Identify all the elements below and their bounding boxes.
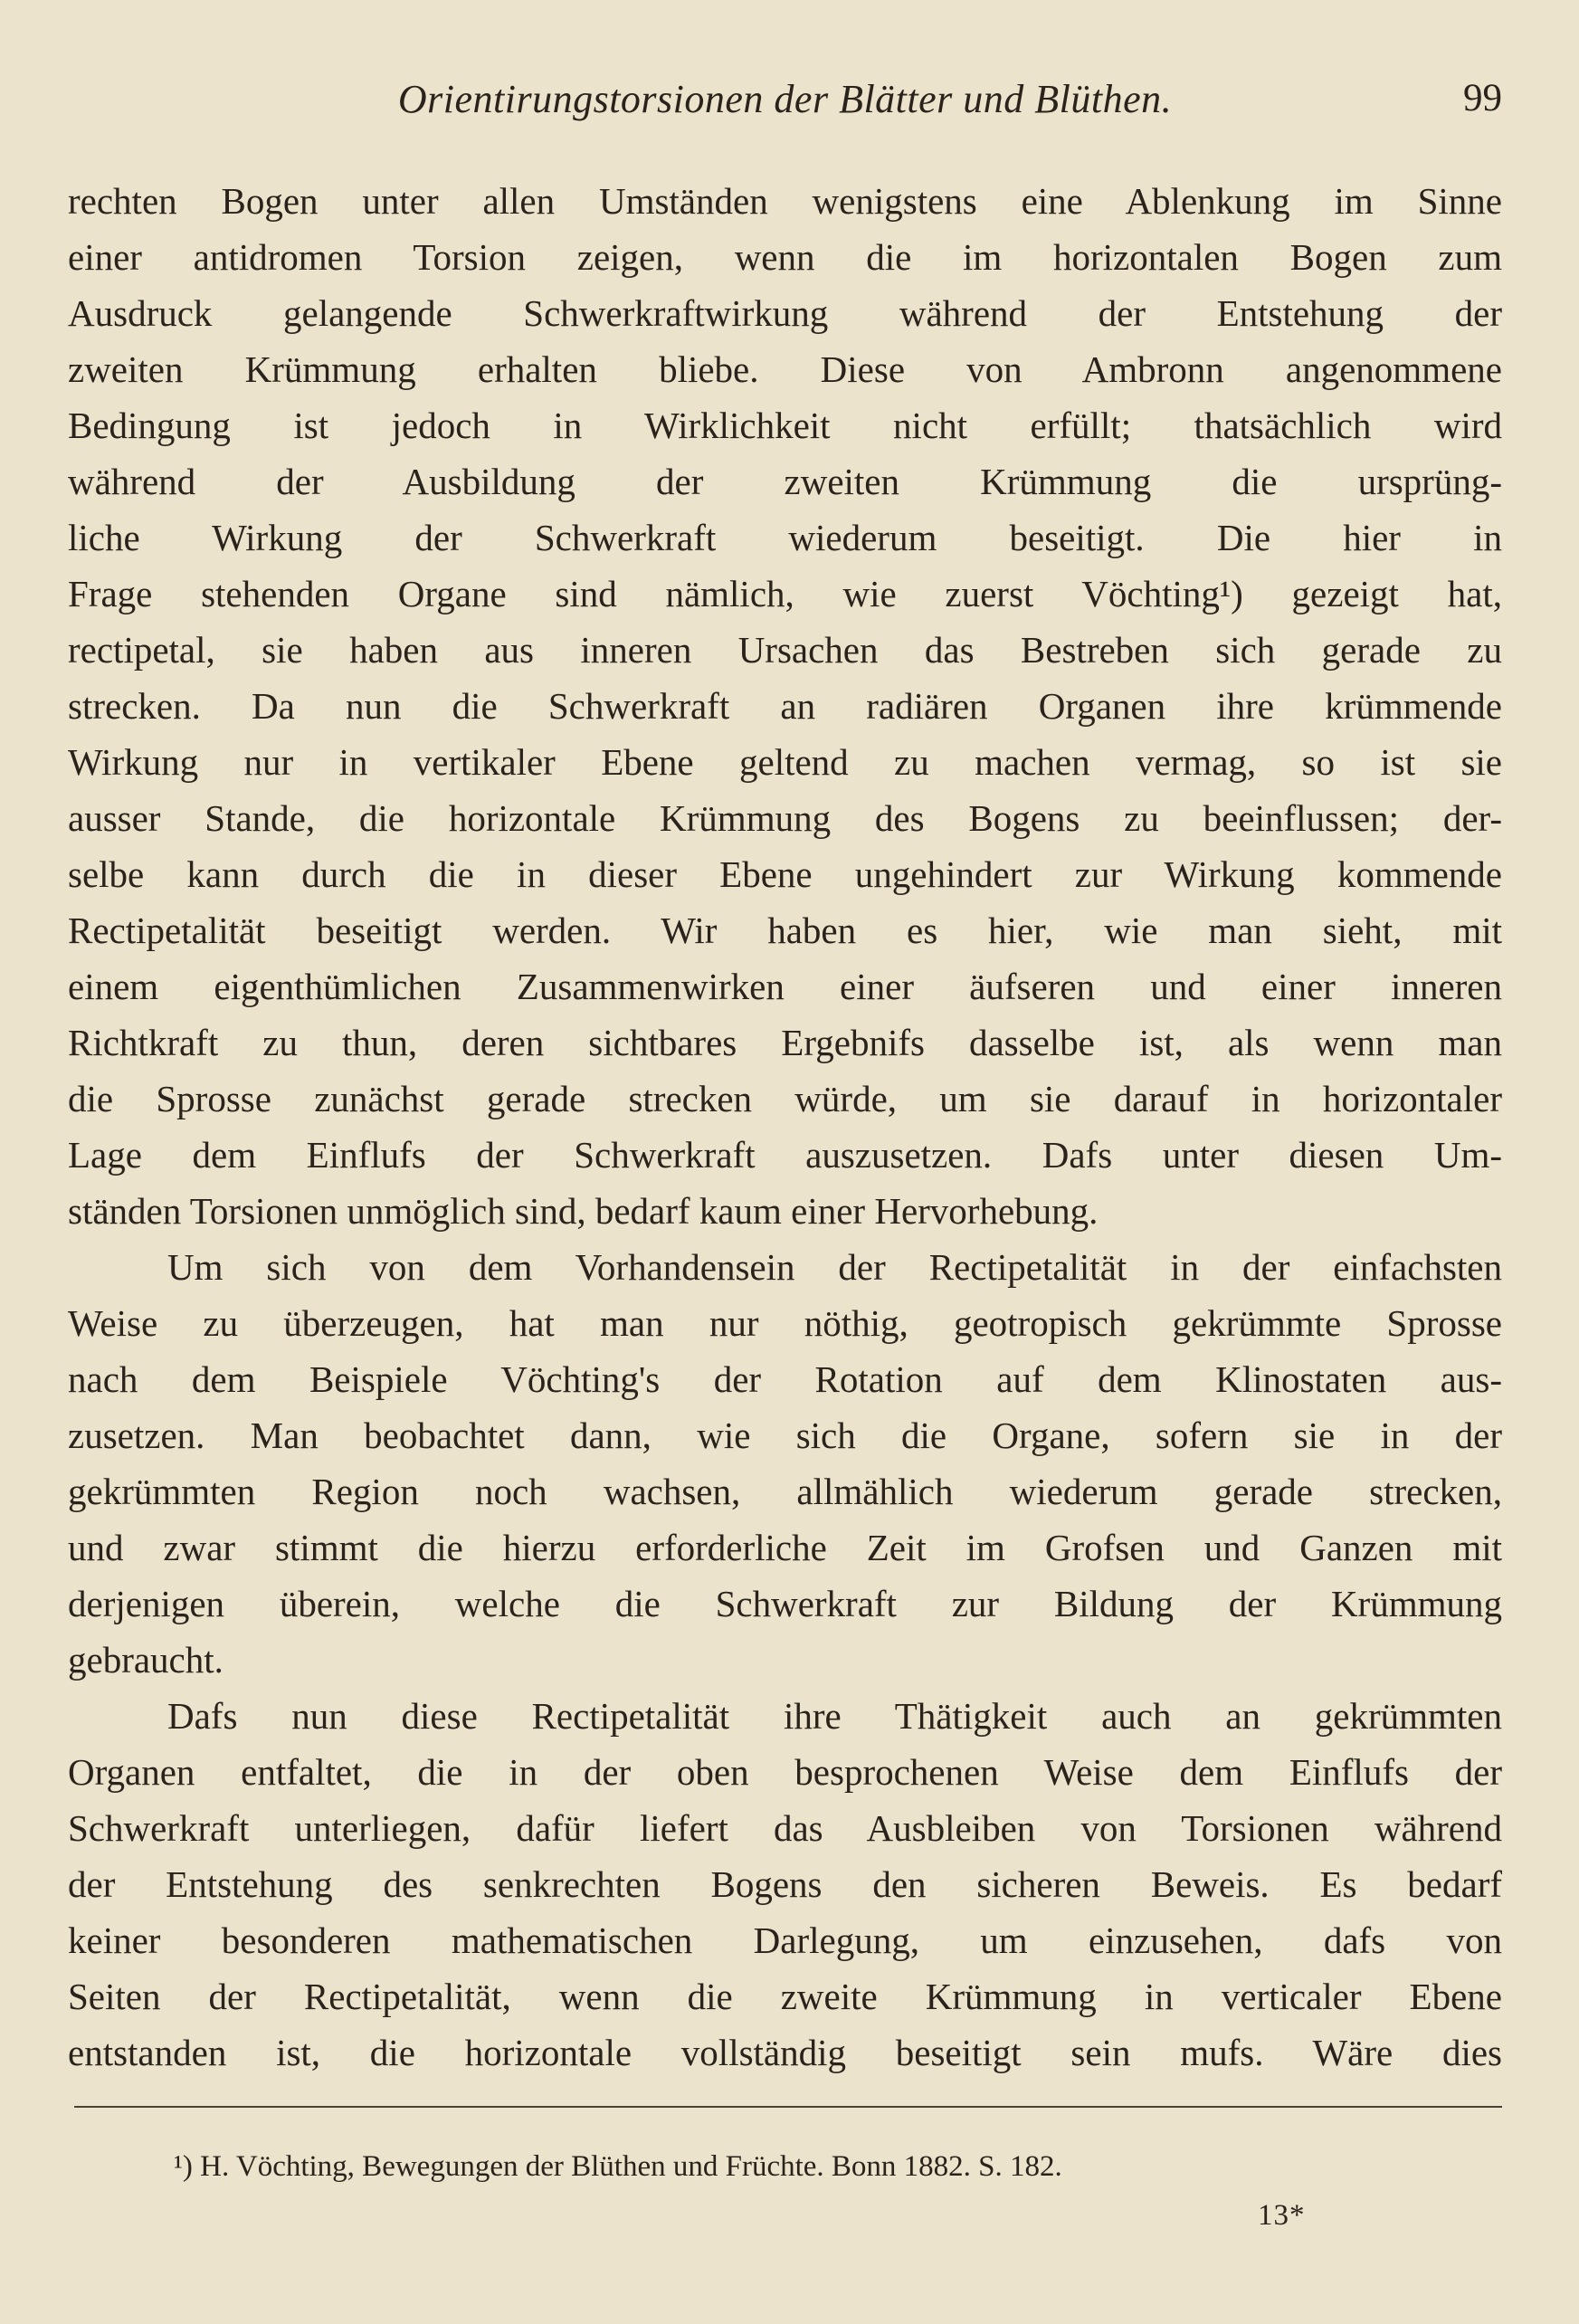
text-line: einem eigenthümlichen Zusammenwirken einer äufseren und einer inneren [68, 966, 1502, 1007]
text-line: Lage dem Einflufs der Schwerkraft auszusetzen. Dafs unter diesen Um- [68, 1134, 1502, 1176]
text-line: Bedingung ist jedoch in Wirklichkeit nicht erfüllt; thatsächlich wird [68, 405, 1502, 446]
text-line: liche Wirkung der Schwerkraft wiederum beseitigt. Die hier in [68, 517, 1502, 558]
text-line: Weise zu überzeugen, hat man nur nöthig, geotropisch gekrümmte Sprosse [68, 1302, 1502, 1344]
text-line: einer antidromen Torsion zeigen, wenn die im horizontalen Bogen zum [68, 236, 1502, 278]
running-head [68, 76, 1502, 130]
text-line: Schwerkraft unterliegen, dafür liefert das Ausbleiben von Torsionen während [68, 1807, 1502, 1849]
text-line: entstanden ist, die horizontale vollständig beseitigt sein mufs. Wäre dies [68, 2032, 1502, 2073]
text-line: Frage stehenden Organe sind nämlich, wie zuerst Vöchting¹) gezeigt hat, [68, 573, 1502, 614]
text-line: und zwar stimmt die hierzu erforderliche Zeit im Grofsen und Ganzen mit [68, 1527, 1502, 1568]
text-line: während der Ausbildung der zweiten Krümmung die ursprüng- [68, 461, 1502, 502]
text-line: Um sich von dem Vorhandensein der Rectipetalität in der einfachsten [167, 1246, 1502, 1288]
text-line: ständen Torsionen unmöglich sind, bedarf kaum einer Hervorhebung. [68, 1190, 1099, 1232]
text-line: rectipetal, sie haben aus inneren Ursachen das Bestreben sich gerade zu [68, 629, 1502, 671]
text-line: rechten Bogen unter allen Umständen wenigstens eine Ablenkung im Sinne [68, 180, 1502, 222]
text-line: zusetzen. Man beobachtet dann, wie sich die Organe, sofern sie in der [68, 1414, 1502, 1456]
text-line: keiner besonderen mathematischen Darlegung, um einzusehen, dafs von [68, 1919, 1502, 1961]
text-line: Organen entfaltet, die in der oben besprochenen Weise dem Einflufs der [68, 1751, 1502, 1793]
text-line: Ausdruck gelangende Schwerkraftwirkung während der Entstehung der [68, 292, 1502, 334]
footnote: ¹) H. Vöchting, Bewegungen der Blüthen und Früchte. Bonn 1882. S. 182. [174, 2150, 1062, 2183]
text-line: Wirkung nur in vertikaler Ebene geltend zu machen vermag, so ist sie [68, 741, 1502, 783]
text-line: Richtkraft zu thun, deren sichtbares Ergebnifs dasselbe ist, als wenn man [68, 1022, 1502, 1063]
footnote-divider [74, 2106, 1502, 2108]
text-line: strecken. Da nun die Schwerkraft an radiären Organen ihre krümmende [68, 685, 1502, 727]
text-line: zweiten Krümmung erhalten bliebe. Diese von Ambronn angenommene [68, 348, 1502, 390]
text-line: Seiten der Rectipetalität, wenn die zweite Krümmung in verticaler Ebene [68, 1976, 1502, 2017]
text-line: selbe kann durch die in dieser Ebene ungehindert zur Wirkung kommende [68, 853, 1502, 895]
text-line: derjenigen überein, welche die Schwerkraft zur Bildung der Krümmung [68, 1583, 1502, 1624]
page-number: 99 [1463, 77, 1502, 119]
text-line: ausser Stande, die horizontale Krümmung des Bogens zu beeinflussen; der- [68, 797, 1502, 839]
text-line: Dafs nun diese Rectipetalität ihre Thätigkeit auch an gekrümmten [167, 1695, 1502, 1737]
text-line: der Entstehung des senkrechten Bogens den sicheren Beweis. Es bedarf [68, 1863, 1502, 1905]
text-line: gebraucht. [68, 1639, 224, 1681]
text-line: gekrümmten Region noch wachsen, allmählich wiederum gerade strecken, [68, 1471, 1502, 1512]
text-line: Rectipetalität beseitigt werden. Wir haben es hier, wie man sieht, mit [68, 910, 1502, 951]
text-line: die Sprosse zunächst gerade strecken würde, um sie darauf in horizontaler [68, 1078, 1502, 1119]
text-line: nach dem Beispiele Vöchting's der Rotation auf dem Klinostaten aus- [68, 1358, 1502, 1400]
body-text [68, 173, 1502, 2081]
running-title: Orientirungstorsionen der Blätter und Blüthen. [397, 77, 1173, 121]
signature-mark: 13* [1258, 2199, 1306, 2232]
